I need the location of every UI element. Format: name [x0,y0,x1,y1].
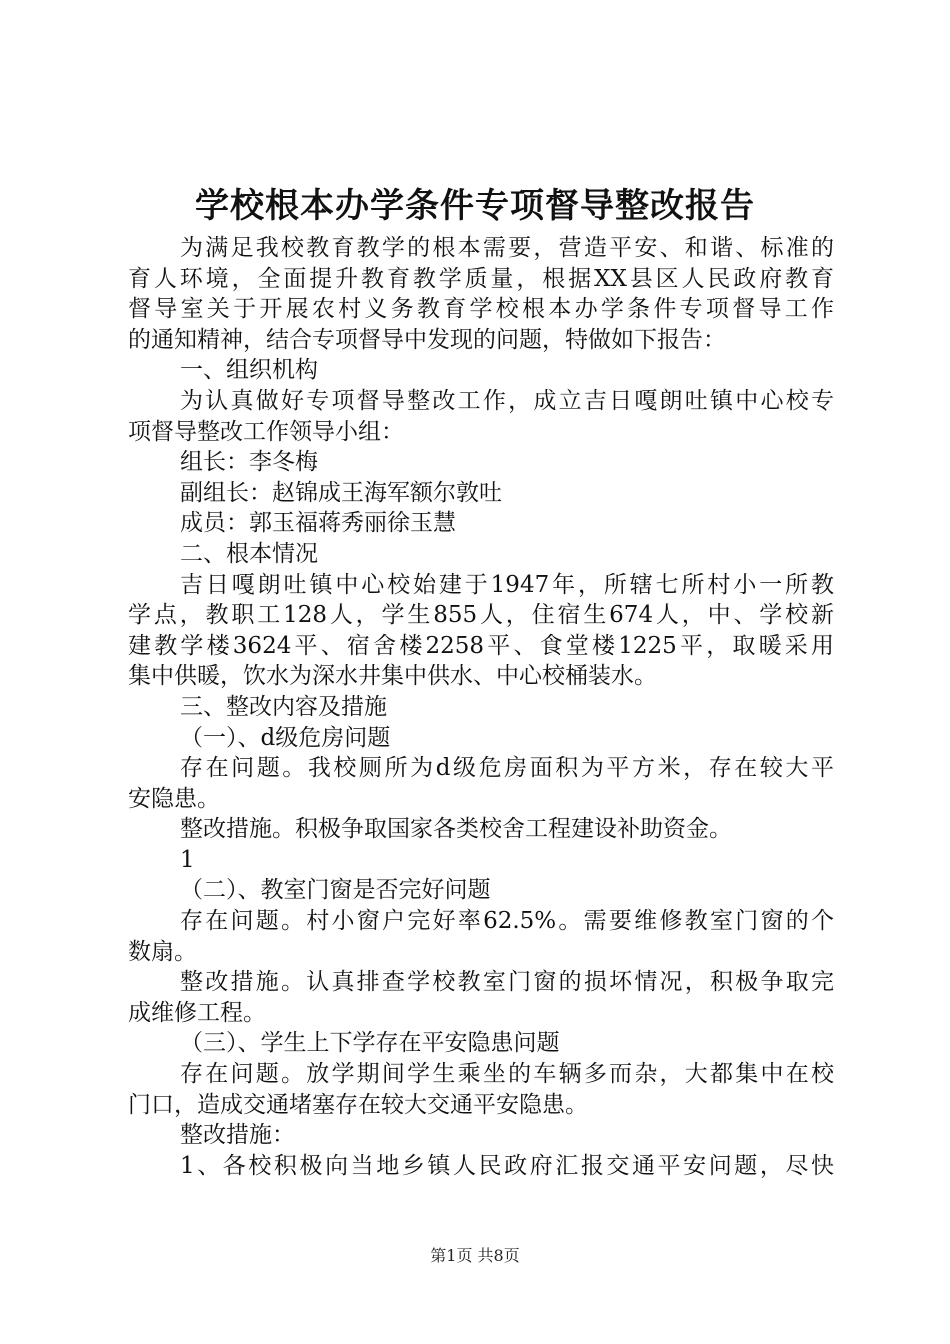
paragraph-line: 1、各校积极向当地乡镇人民政府汇报交通平安问题，尽快 [180,1152,834,1179]
paragraph-line: 督导室关于开展农村义务教育学校根本办学条件专项督导工作 [128,296,834,323]
paragraph-line: 为满足我校教育教学的根本需要，营造平安、和谐、标准的 [180,235,834,261]
paragraph-line: 整改措施。积极争取国家各类校舍工程建设补助资金。 [180,816,732,843]
section-heading: 一、组织机构 [180,357,318,384]
subsection-heading: （一）、d级危房问题 [180,724,391,751]
subsection-heading: （三）、学生上下学存在平安隐患问题 [180,1030,560,1057]
paragraph-line: 数扇。 [128,938,197,965]
paragraph-line: 整改措施： [180,1122,295,1149]
paragraph-line: 学点，教职工128人，学生855人，住宿生674人，中、学校新 [128,602,834,629]
paragraph-line: 成维修工程。 [128,999,266,1026]
paragraph-line: 为认真做好专项督导整改工作，成立吉日嘎朗吐镇中心校专 [180,387,834,414]
paragraph-line: 育人环境，全面提升教育教学质量，根据XX县区人民政府教育 [128,265,834,292]
page-footer: 第1页 共8页 [430,1246,520,1265]
document-title: 学校根本办学条件专项督导整改报告 [195,186,755,226]
paragraph-line: 吉日嘎朗吐镇中心校始建于1947年，所辖七所村小一所教 [180,571,834,598]
paragraph-line: 集中供暖，饮水为深水井集中供水、中心校桶装水。 [128,663,657,690]
paragraph-line: 整改措施。认真排查学校教室门窗的损坏情况，积极争取完 [180,969,834,996]
subsection-heading: （二）、教室门窗是否完好问题 [180,877,491,904]
paragraph-line: 项督导整改工作领导小组： [128,418,404,445]
paragraph-line: 副组长：赵锦成王海军额尔敦吐 [180,479,502,506]
document-body [128,233,834,1181]
paragraph-line: 的通知精神，结合专项督导中发现的问题，特做如下报告： [128,326,726,353]
paragraph-line: 组长：李冬梅 [180,449,318,476]
paragraph-line: 存在问题。放学期间学生乘坐的车辆多而杂，大都集中在校 [180,1061,834,1088]
paragraph-line: 安隐患。 [128,785,220,812]
paragraph-line: 门口，造成交通堵塞存在较大交通平安隐患。 [128,1091,588,1118]
paragraph-line: 存在问题。村小窗户完好率62.5%。需要维修教室门窗的个 [180,908,834,935]
paragraph-line: 存在问题。我校厕所为d级危房面积为平方米，存在较大平 [180,755,834,782]
section-heading: 二、根本情况 [180,540,318,567]
inline-page-number: 1 [180,846,195,873]
section-heading: 三、整改内容及措施 [180,693,387,720]
paragraph-line: 建教学楼3624平、宿舍楼2258平、食堂楼1225平，取暖采用 [128,632,834,659]
paragraph-line: 成员：郭玉福蒋秀丽徐玉慧 [180,510,456,537]
